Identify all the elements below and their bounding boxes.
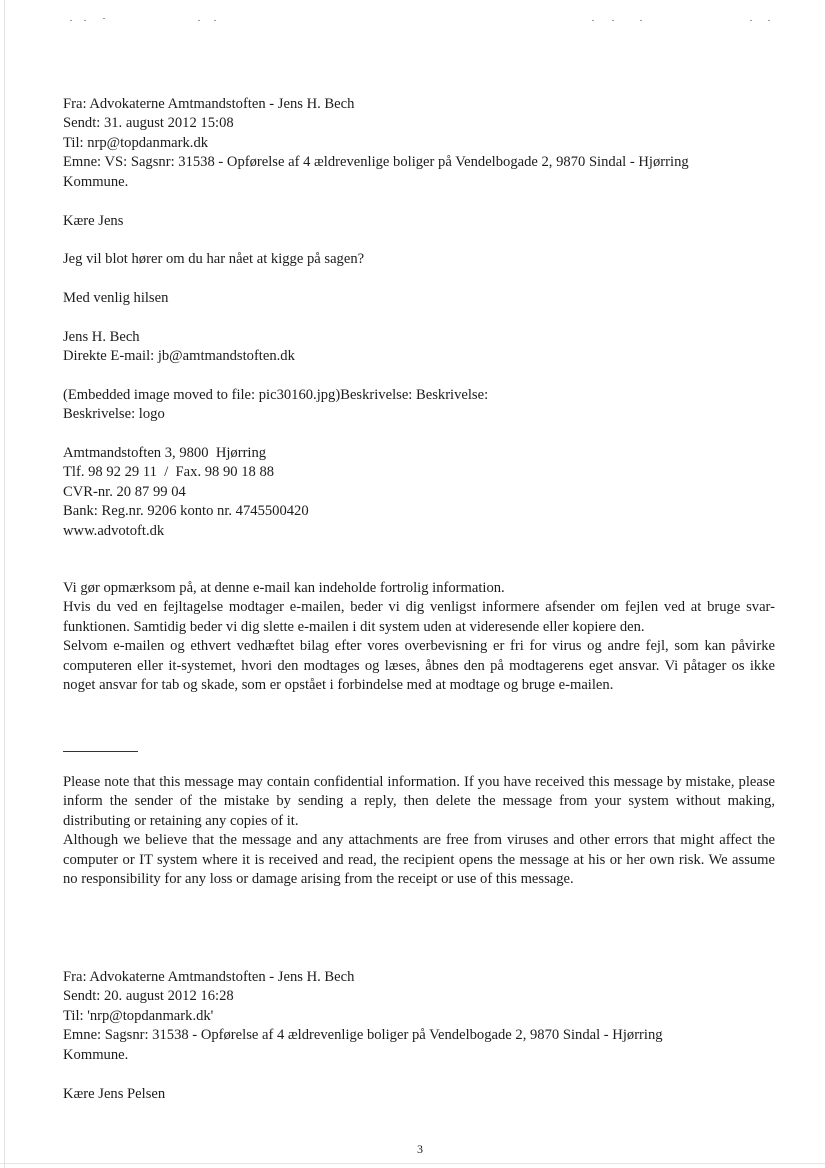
embedded-image-logo-line: Beskrivelse: logo: [63, 406, 165, 423]
disclaimer-english: [63, 773, 775, 889]
separator-line: [63, 751, 138, 752]
sent-line: Sendt: 31. august 2012 15:08: [63, 115, 234, 132]
signature-email: Direkte E-mail: jb@amtmandstoften.dk: [63, 348, 295, 365]
company-website: www.advotoft.dk: [63, 522, 165, 539]
signature-company: [63, 444, 775, 541]
scan-speck: [84, 20, 86, 21]
page-number: 3: [417, 1142, 423, 1156]
embedded-image-line: (Embedded image moved to file: pic30160.jpg)Beskrivelse: Beskrivelse:: [63, 387, 489, 403]
email-header: [63, 95, 775, 192]
sent-line: Sendt: 20. august 2012 16:28: [63, 988, 234, 1005]
subject-line-continued: Kommune.: [63, 173, 129, 190]
scan-edge-bottom: [0, 1163, 825, 1164]
disclaimer-danish-p3: Selvom e-mailen og ethvert vedhæftet bilag efter vores overbevisning er fri for virus og andre fejl, som kan påvirke computeren eller it-systemet, hvori den modtages og læses, åbnes den på modtagerens eget ansvar. Vi påtager os ikke noget ansvar for tab og skade, som er opstået i forbindelse med at modtage og bruge e-mailen.: [63, 638, 775, 694]
to-line: Til: nrp@topdanmark.dk: [63, 134, 209, 151]
email-body: Jeg vil blot hører om du har nået at kigge på sagen?: [63, 251, 365, 267]
signature-contact: [63, 328, 775, 367]
greeting: Kære Jens: [63, 213, 124, 229]
scan-speck: [103, 18, 105, 19]
disclaimer-english-p1: Please note that this message may contain confidential information. If you have received this message by mistake, please inform the sender of the mistake by sending a reply, then delete the message from your system without making, distributing or retaining any copies of it.: [63, 774, 775, 829]
greeting-previous: Kære Jens Pelsen: [63, 1086, 166, 1102]
scan-speck: [768, 20, 770, 21]
company-phone: Tlf. 98 92 29 11 / Fax. 98 90 18 88: [63, 464, 275, 481]
scan-speck: [612, 20, 614, 21]
disclaimer-danish-p2: Hvis du ved en fejltagelse modtager e-mailen, beder vi dig venligst informere afsender om fejlen ved at bruge svar-funktionen. Samtidig beder vi dig slette e-mailen i dit system uden at videresende eller kopiere den.: [63, 599, 775, 635]
signature-name: Jens H. Bech: [63, 329, 140, 345]
disclaimer-danish: [63, 579, 775, 695]
to-line: Til: 'nrp@topdanmark.dk': [63, 1007, 214, 1024]
scan-speck: [592, 20, 594, 21]
company-cvr: CVR-nr. 20 87 99 04: [63, 483, 186, 500]
from-line: Fra: Advokaterne Amtmandstoften - Jens H. Bech: [63, 969, 355, 985]
closing: Med venlig hilsen: [63, 290, 169, 306]
company-bank: Bank: Reg.nr. 9206 konto nr. 4745500420: [63, 503, 309, 520]
scan-speck: [70, 20, 72, 21]
subject-line: Emne: Sagsnr: 31538 - Opførelse af 4 ældrevenlige boliger på Vendelbogade 2, 9870 Sindal - Hjørring: [63, 1027, 663, 1044]
scan-speck: [214, 20, 216, 21]
from-line: Fra: Advokaterne Amtmandstoften - Jens H. Bech: [63, 96, 355, 112]
company-address: Amtmandstoften 3, 9800 Hjørring: [63, 445, 267, 461]
scan-speck: [640, 20, 642, 21]
disclaimer-english-p2: Although we believe that the message and any attachments are free from viruses and other errors that might affect the computer or IT system where it is received and read, the recipient opens the message at his or her own risk. We assume no responsibility for any loss or damage arising from the receipt or use of this message.: [63, 832, 775, 888]
scan-speck: [750, 20, 752, 21]
subject-line: Emne: VS: Sagsnr: 31538 - Opførelse af 4 ældrevenlige boliger på Vendelbogade 2, 9870 Sindal - Hjørring: [63, 154, 689, 171]
scan-edge-left: [4, 0, 5, 1168]
subject-line-continued: Kommune.: [63, 1046, 129, 1063]
email-header-previous: [63, 968, 775, 1065]
embedded-image-note: [63, 386, 775, 425]
scan-speck: [198, 20, 200, 21]
disclaimer-danish-p1: Vi gør opmærksom på, at denne e-mail kan indeholde fortrolig information.: [63, 580, 505, 596]
